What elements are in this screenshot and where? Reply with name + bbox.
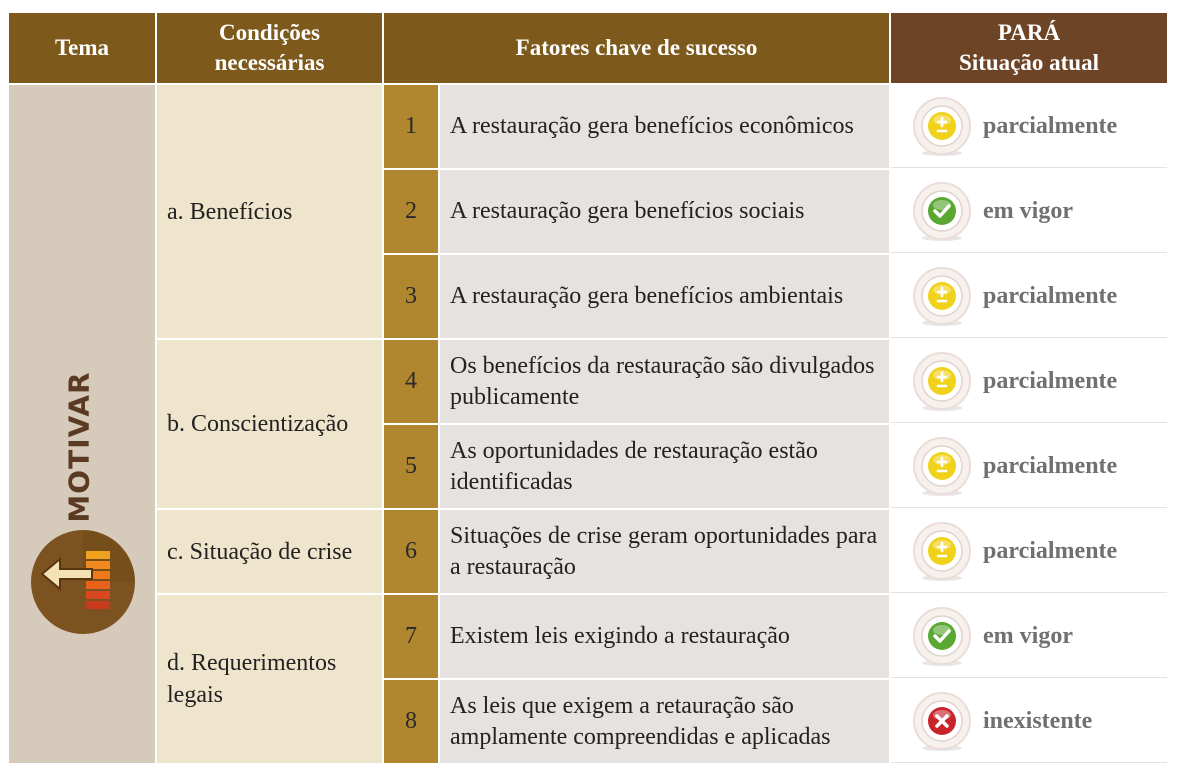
check-icon bbox=[911, 182, 973, 244]
factor-text bbox=[440, 170, 889, 253]
factor-number: 5 bbox=[384, 425, 438, 508]
status-label: parcialmente bbox=[983, 283, 1118, 309]
status-cell bbox=[891, 85, 1167, 168]
factor-number: 2 bbox=[384, 170, 438, 253]
status-cell bbox=[891, 680, 1167, 763]
status-cell bbox=[891, 425, 1167, 508]
plus-minus-icon bbox=[911, 437, 973, 499]
plus-minus-icon bbox=[911, 267, 973, 329]
header-tema: Tema bbox=[9, 13, 155, 83]
status-cell bbox=[891, 255, 1167, 338]
status-cell bbox=[891, 170, 1167, 253]
condition-conscientizacao: b. Conscientização bbox=[157, 340, 382, 508]
header-para: PARÁ Situação atual bbox=[891, 13, 1167, 83]
status-label: em vigor bbox=[983, 198, 1073, 224]
factor-number: 8 bbox=[384, 680, 438, 763]
condition-situacao-crise: c. Situação de crise bbox=[157, 510, 382, 593]
factor-number: 7 bbox=[384, 595, 438, 678]
motivar-logo-icon bbox=[30, 529, 136, 635]
factor-text-label: A restauração gera benefícios econômicos bbox=[450, 113, 854, 139]
status-cell bbox=[891, 340, 1167, 423]
factor-text-label: Os benefícios da restauração são divulgados publicamente bbox=[450, 352, 875, 410]
status-label: parcialmente bbox=[983, 113, 1118, 139]
x-icon bbox=[911, 692, 973, 754]
status-label: parcialmente bbox=[983, 538, 1118, 564]
factor-text-label: As oportunidades de restauração estão identificadas bbox=[450, 437, 818, 495]
status-label: parcialmente bbox=[983, 453, 1118, 479]
status-label: parcialmente bbox=[983, 368, 1118, 394]
factor-text-label: Situações de crise geram oportunidades para a restauração bbox=[450, 522, 878, 580]
factor-text-label: A restauração gera benefícios sociais bbox=[450, 198, 805, 224]
status-cell bbox=[891, 510, 1167, 593]
factor-text bbox=[440, 340, 889, 423]
tema-label: MOTIVAR bbox=[62, 371, 96, 523]
check-icon bbox=[911, 607, 973, 669]
status-label: inexistente bbox=[983, 708, 1093, 734]
plus-minus-icon bbox=[911, 97, 973, 159]
condition-requerimentos-legais: d. Requerimentos legais bbox=[157, 595, 382, 763]
header-fatores: Fatores chave de sucesso bbox=[384, 13, 889, 83]
factor-text bbox=[440, 425, 889, 508]
header-condicoes: Condições necessárias bbox=[157, 13, 382, 83]
factor-text-label: As leis que exigem a retauração são amplamente compreendidas e aplicadas bbox=[450, 692, 831, 750]
factor-text bbox=[440, 85, 889, 168]
factor-text-label: Existem leis exigindo a restauração bbox=[450, 623, 790, 649]
plus-minus-icon bbox=[911, 522, 973, 584]
tema-column bbox=[9, 85, 155, 763]
factor-text bbox=[440, 680, 889, 763]
plus-minus-icon bbox=[911, 352, 973, 414]
factor-number: 3 bbox=[384, 255, 438, 338]
condition-beneficios: a. Benefícios bbox=[157, 85, 382, 338]
factor-text-label: A restauração gera benefícios ambientais bbox=[450, 283, 844, 309]
factor-number: 1 bbox=[384, 85, 438, 168]
factor-text bbox=[440, 510, 889, 593]
factor-number: 4 bbox=[384, 340, 438, 423]
status-cell bbox=[891, 595, 1167, 678]
status-label: em vigor bbox=[983, 623, 1073, 649]
factor-text bbox=[440, 595, 889, 678]
factor-number: 6 bbox=[384, 510, 438, 593]
factor-text bbox=[440, 255, 889, 338]
